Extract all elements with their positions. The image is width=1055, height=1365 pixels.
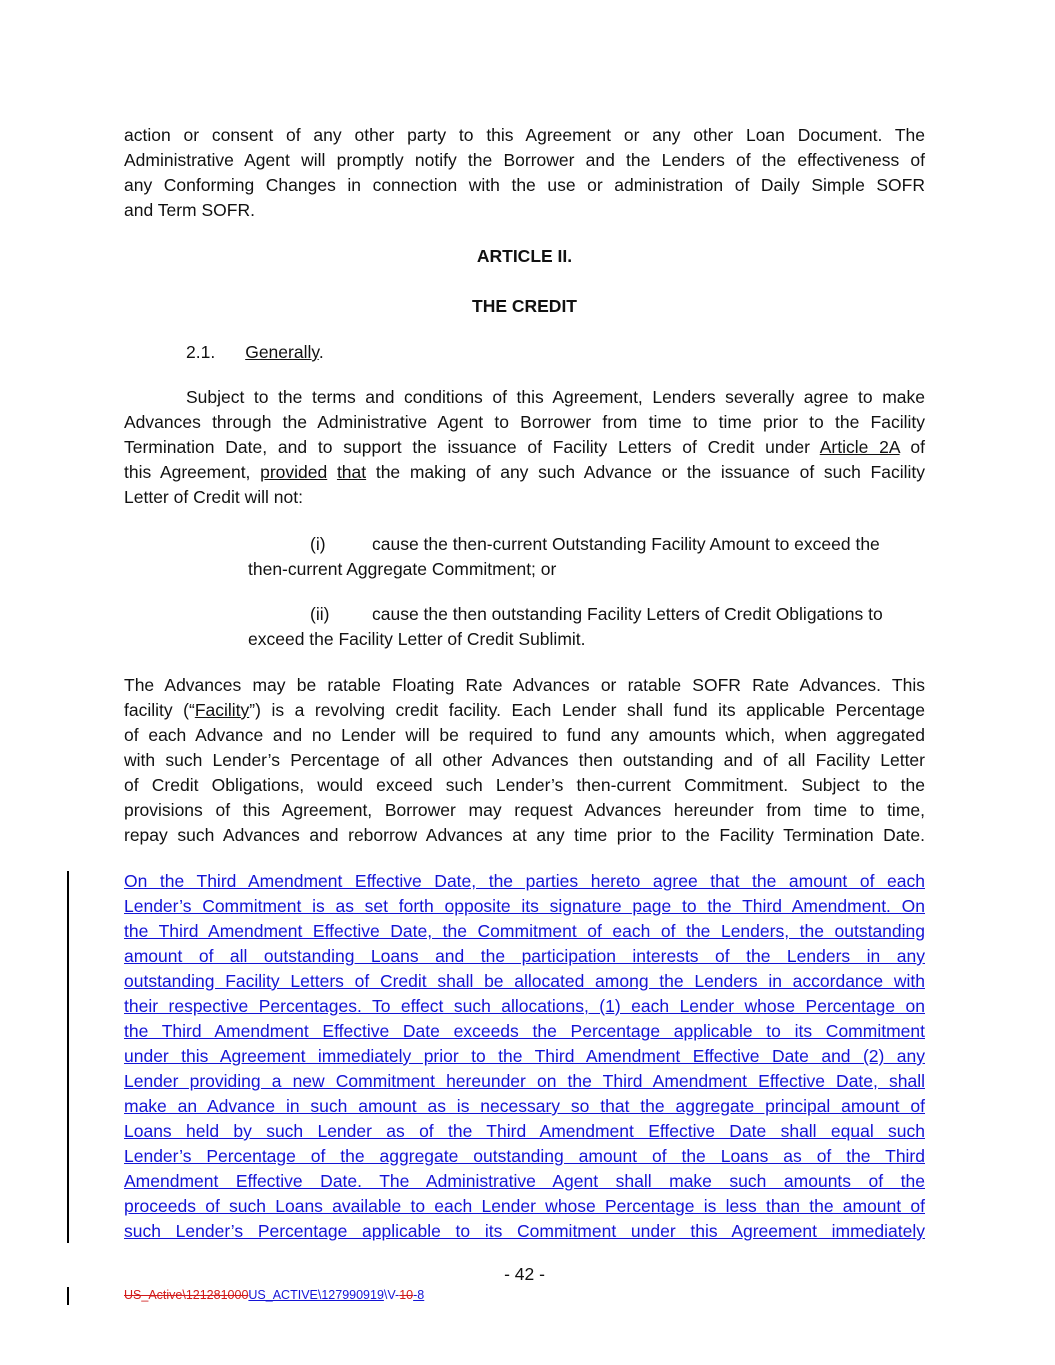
provided-term: provided bbox=[260, 462, 328, 482]
text-line: action or consent of any other party to this Agreement or any other Loan Document. The bbox=[124, 125, 925, 145]
facility-term: Facility bbox=[194, 700, 250, 720]
paragraph-top bbox=[124, 123, 925, 223]
text-line: exceed the Facility Letter of Credit Sublimit. bbox=[248, 629, 586, 649]
text-line: Advances through the Administrative Agent to Borrower from time to time prior to the Facility bbox=[124, 412, 925, 432]
article-title: THE CREDIT bbox=[472, 296, 577, 316]
section-number: 2.1. bbox=[186, 342, 216, 362]
text-line: of Credit Obligations, would exceed such Lender’s then-current Commitment. Subject to the bbox=[124, 775, 925, 795]
paragraph-inserted bbox=[124, 869, 925, 1244]
text-line: then-current Aggregate Commitment; or bbox=[248, 559, 557, 579]
inserted-line: On the Third Amendment Effective Date, the parties hereto agree that the amount of each bbox=[124, 871, 925, 891]
inserted-line: such Lender’s Percentage applicable to its Commitment under this Agreement immediately bbox=[124, 1221, 925, 1241]
inserted-line: under this Agreement immediately prior to the Third Amendment Effective Date and (2) any bbox=[124, 1046, 925, 1066]
inserted-line: outstanding Facility Letters of Credit shall be allocated among the Lenders in accordance with bbox=[124, 971, 925, 991]
deleted-version: 10 bbox=[399, 1288, 414, 1302]
text-line: Letter of Credit will not: bbox=[124, 487, 303, 507]
list-item-i bbox=[248, 532, 928, 582]
text-line: Subject to the terms and conditions of this Agreement, Lenders severally agree to make bbox=[186, 387, 925, 407]
text-line: and Term SOFR. bbox=[124, 200, 255, 220]
inserted-line: the Third Amendment Effective Date exceeds the Percentage applicable to its Commitment bbox=[124, 1021, 925, 1041]
inserted-line: Lender’s Commitment is as set forth opposite its signature page to the Third Amendment. On bbox=[124, 896, 925, 916]
item-number: (ii) bbox=[310, 604, 330, 624]
inserted-line: make an Advance in such amount as is necessary so that the aggregate principal amount of bbox=[124, 1096, 925, 1116]
inserted-line: Amendment Effective Date. The Administrative Agent shall make such amounts of the bbox=[124, 1171, 925, 1191]
text-line: this Agreement, provided that the making of any such Advance or the issuance of such Facility bbox=[124, 462, 925, 482]
inserted-line: Loans held by such Lender as of the Third Amendment Effective Date shall equal such bbox=[124, 1121, 925, 1141]
text-line: facility (“Facility”) is a revolving credit facility. Each Lender shall fund its applicable Percentage bbox=[124, 700, 925, 720]
section-heading bbox=[186, 340, 324, 365]
item-number: (i) bbox=[310, 534, 326, 554]
inserted-line: amount of all outstanding Loans and the participation interests of the Lenders in any bbox=[124, 946, 925, 966]
paragraph-subject bbox=[124, 385, 925, 510]
text-line: Administrative Agent will promptly notify the Borrower and the Lenders of the effectiveness of bbox=[124, 150, 925, 170]
text-line: provisions of this Agreement, Borrower may request Advances hereunder from time to time, bbox=[124, 800, 925, 820]
article-number: ARTICLE II. bbox=[476, 246, 573, 266]
text-line: of each Advance and no Lender will be required to fund any amounts which, when aggregated bbox=[124, 725, 925, 745]
inserted-line: Lender’s Percentage of the aggregate outstanding amount of the Loans as of the Third bbox=[124, 1146, 925, 1166]
text-line: cause the then outstanding Facility Letters of Credit Obligations to bbox=[372, 604, 883, 624]
paragraph-advances bbox=[124, 673, 925, 848]
section-title-punct: . bbox=[318, 342, 324, 362]
text-line: cause the then-current Outstanding Facility Amount to exceed the bbox=[372, 534, 880, 554]
text-line: Termination Date, and to support the issuance of Facility Letters of Credit under Article 2A of bbox=[124, 437, 925, 457]
inserted-line: the Third Amendment Effective Date, the Commitment of each of the Lenders, the outstanding bbox=[124, 921, 925, 941]
footer-change-bar bbox=[67, 1287, 69, 1305]
inserted-doc-id: US_ACTIVE\127990919 bbox=[248, 1288, 384, 1302]
footer-document-id bbox=[124, 1287, 424, 1303]
text-line: with such Lender’s Percentage of all other Advances then outstanding and of all Facility Letter bbox=[124, 750, 925, 770]
text-line: The Advances may be ratable Floating Rate Advances or ratable SOFR Rate Advances. This bbox=[124, 675, 925, 695]
text-line: repay such Advances and reborrow Advances at any time prior to the Facility Termination Date. bbox=[124, 825, 925, 845]
article-2a-reference: Article 2A bbox=[819, 437, 900, 457]
page-number: - 42 - bbox=[504, 1264, 545, 1284]
inserted-version: -8 bbox=[413, 1288, 425, 1302]
deleted-doc-id: US_Active\121281000 bbox=[124, 1288, 249, 1302]
list-item-ii bbox=[248, 602, 928, 652]
inserted-line: their respective Percentages. To effect such allocations, (1) each Lender whose Percentage on bbox=[124, 996, 925, 1016]
inserted-line: Lender providing a new Commitment hereunder on the Third Amendment Effective Date, shall bbox=[124, 1071, 925, 1091]
inserted-line: proceeds of such Loans available to each Lender whose Percentage is less than the amount of bbox=[124, 1196, 925, 1216]
section-title: Generally bbox=[245, 342, 319, 362]
doc-version-sep: \V- bbox=[383, 1288, 400, 1302]
text-line: any Conforming Changes in connection with the use or administration of Daily Simple SOFR bbox=[124, 175, 925, 195]
change-bar bbox=[67, 871, 69, 1243]
that-term: that bbox=[336, 462, 367, 482]
